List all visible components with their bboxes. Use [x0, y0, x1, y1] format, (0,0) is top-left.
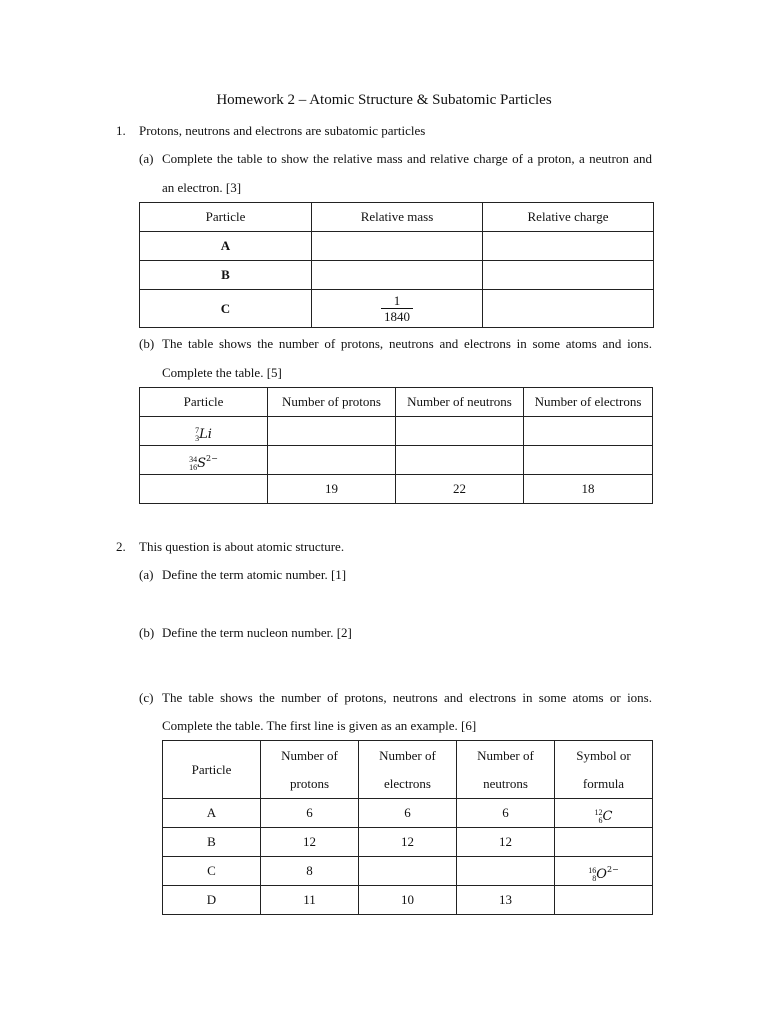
element-symbol: O: [596, 867, 607, 882]
q1b-protons-li[interactable]: [268, 417, 396, 446]
table-row: [163, 828, 653, 857]
table-row: [140, 446, 653, 475]
q1b-protons-s[interactable]: [268, 446, 396, 475]
isotope-mass: 12: [594, 808, 603, 818]
q2c-neutrons-d: 13: [457, 886, 555, 915]
q1b-table: [139, 387, 653, 504]
q1b-particle-unknown[interactable]: [140, 475, 268, 504]
q2c-neutrons-a: 6: [457, 799, 555, 828]
q2c-particle-d: D: [163, 886, 261, 915]
q2c-header-neutrons: Number of neutrons: [457, 741, 555, 799]
page-title: Homework 2 – Atomic Structure & Subatomic Particles: [216, 92, 552, 108]
table-row: [163, 857, 653, 886]
q2b-label: (b): [139, 625, 155, 640]
q2a-label: (a): [139, 567, 154, 582]
q2c-protons-a: 6: [261, 799, 359, 828]
ion-charge: 2−: [606, 865, 619, 874]
q2c-symbol-d[interactable]: [555, 886, 653, 915]
isotope-symbol: [588, 860, 619, 884]
q2c-electrons-a: 6: [359, 799, 457, 828]
q1b-header-protons: Number of protons: [268, 388, 396, 417]
fraction: [381, 293, 413, 324]
q1b-electrons-li[interactable]: [524, 417, 653, 446]
q1b-neutrons-3: 22: [396, 475, 524, 504]
q1a-header-charge: Relative charge: [483, 203, 654, 232]
q1b-label: (b): [139, 336, 155, 351]
element-symbol: Li: [199, 427, 212, 442]
isotope-atomic: 6: [598, 816, 603, 826]
q1b-header-neutrons: Number of neutrons: [396, 388, 524, 417]
q1b-header-electrons: Number of electrons: [524, 388, 653, 417]
q1-number: 1.: [116, 123, 126, 138]
q2b-text: Define the term nucleon number. [2]: [162, 625, 352, 640]
q1a-mass-c: [312, 290, 483, 328]
isotope-symbol: [195, 420, 212, 444]
q2c-line2: Complete the table. The first line is given as an example. [6]: [162, 718, 477, 733]
q1a-particle-b: B: [140, 261, 312, 290]
q2a-text: Define the term atomic number. [1]: [162, 567, 347, 582]
q1b-protons-3: 19: [268, 475, 396, 504]
fraction-denominator: 1840: [381, 308, 413, 324]
isotope-atomic: 8: [592, 874, 597, 884]
ion-charge: 2−: [206, 454, 218, 463]
fraction-numerator: 1: [393, 292, 401, 308]
table-row: [140, 261, 654, 290]
q2c-symbol-a: [555, 799, 653, 828]
q2c-header-electrons: Number of electrons: [359, 741, 457, 799]
q1a-line1: Complete the table to show the relative mass and relative charge of a proton, a neutron and: [162, 151, 652, 166]
q1a-header-particle: Particle: [140, 203, 312, 232]
q1b-line2: Complete the table. [5]: [162, 365, 282, 380]
q1a-table: [139, 202, 654, 328]
q1b-particle-li: [140, 417, 268, 446]
q2c-electrons-c[interactable]: [359, 857, 457, 886]
q1-text: Protons, neutrons and electrons are subatomic particles: [139, 123, 426, 138]
isotope-mass: 7: [195, 426, 200, 436]
q2c-neutrons-b: 12: [457, 828, 555, 857]
q1b-header-particle: Particle: [140, 388, 268, 417]
q1a-charge-b[interactable]: [483, 261, 654, 290]
q2c-line1: The table shows the number of protons, neutrons and electrons in some atoms or ions.: [162, 690, 652, 705]
isotope-atomic: 16: [189, 463, 198, 473]
q2c-neutrons-c[interactable]: [457, 857, 555, 886]
q1b-electrons-s[interactable]: [524, 446, 653, 475]
q1b-electrons-3: 18: [524, 475, 653, 504]
q2c-particle-a: A: [163, 799, 261, 828]
q1a-particle-a: A: [140, 232, 312, 261]
table-row: [163, 799, 653, 828]
q1a-mass-a[interactable]: [312, 232, 483, 261]
q2c-symbol-c: [555, 857, 653, 886]
q2c-label: (c): [139, 690, 154, 705]
isotope-symbol: [594, 802, 613, 826]
q1b-particle-s: [140, 446, 268, 475]
q2c-protons-d: 11: [261, 886, 359, 915]
element-symbol: C: [602, 809, 613, 824]
q2-text: This question is about atomic structure.: [139, 539, 345, 554]
q2c-particle-b: B: [163, 828, 261, 857]
q1a-line2: an electron. [3]: [162, 180, 242, 195]
table-row: [140, 290, 654, 328]
element-symbol: S: [197, 456, 207, 471]
isotope-atomic: 3: [195, 434, 200, 444]
q2c-protons-b: 12: [261, 828, 359, 857]
q1b-neutrons-li[interactable]: [396, 417, 524, 446]
q2c-header-symbol: Symbol or formula: [555, 741, 653, 799]
table-row: [140, 417, 653, 446]
q1a-charge-a[interactable]: [483, 232, 654, 261]
q1a-label: (a): [139, 151, 154, 166]
q1a-header-mass: Relative mass: [312, 203, 483, 232]
q1a-mass-b[interactable]: [312, 261, 483, 290]
q1b-line1: The table shows the number of protons, neutrons and electrons in some atoms and ions.: [162, 336, 652, 351]
q2c-electrons-b: 12: [359, 828, 457, 857]
q2c-header-particle: Particle: [163, 741, 261, 799]
table-row: [140, 232, 654, 261]
table-row: [140, 475, 653, 504]
q2c-symbol-b[interactable]: [555, 828, 653, 857]
q1a-charge-c[interactable]: [483, 290, 654, 328]
isotope-mass: 34: [189, 455, 198, 465]
q2c-particle-c: C: [163, 857, 261, 886]
q2c-electrons-d: 10: [359, 886, 457, 915]
q1b-neutrons-s[interactable]: [396, 446, 524, 475]
table-row: [163, 886, 653, 915]
q2c-table: [162, 740, 653, 915]
q2c-protons-c: 8: [261, 857, 359, 886]
isotope-symbol: [189, 449, 218, 473]
isotope-mass: 16: [588, 866, 597, 876]
q2c-header-protons: Number of protons: [261, 741, 359, 799]
q2-number: 2.: [116, 539, 126, 554]
q1a-particle-c: C: [140, 290, 312, 328]
